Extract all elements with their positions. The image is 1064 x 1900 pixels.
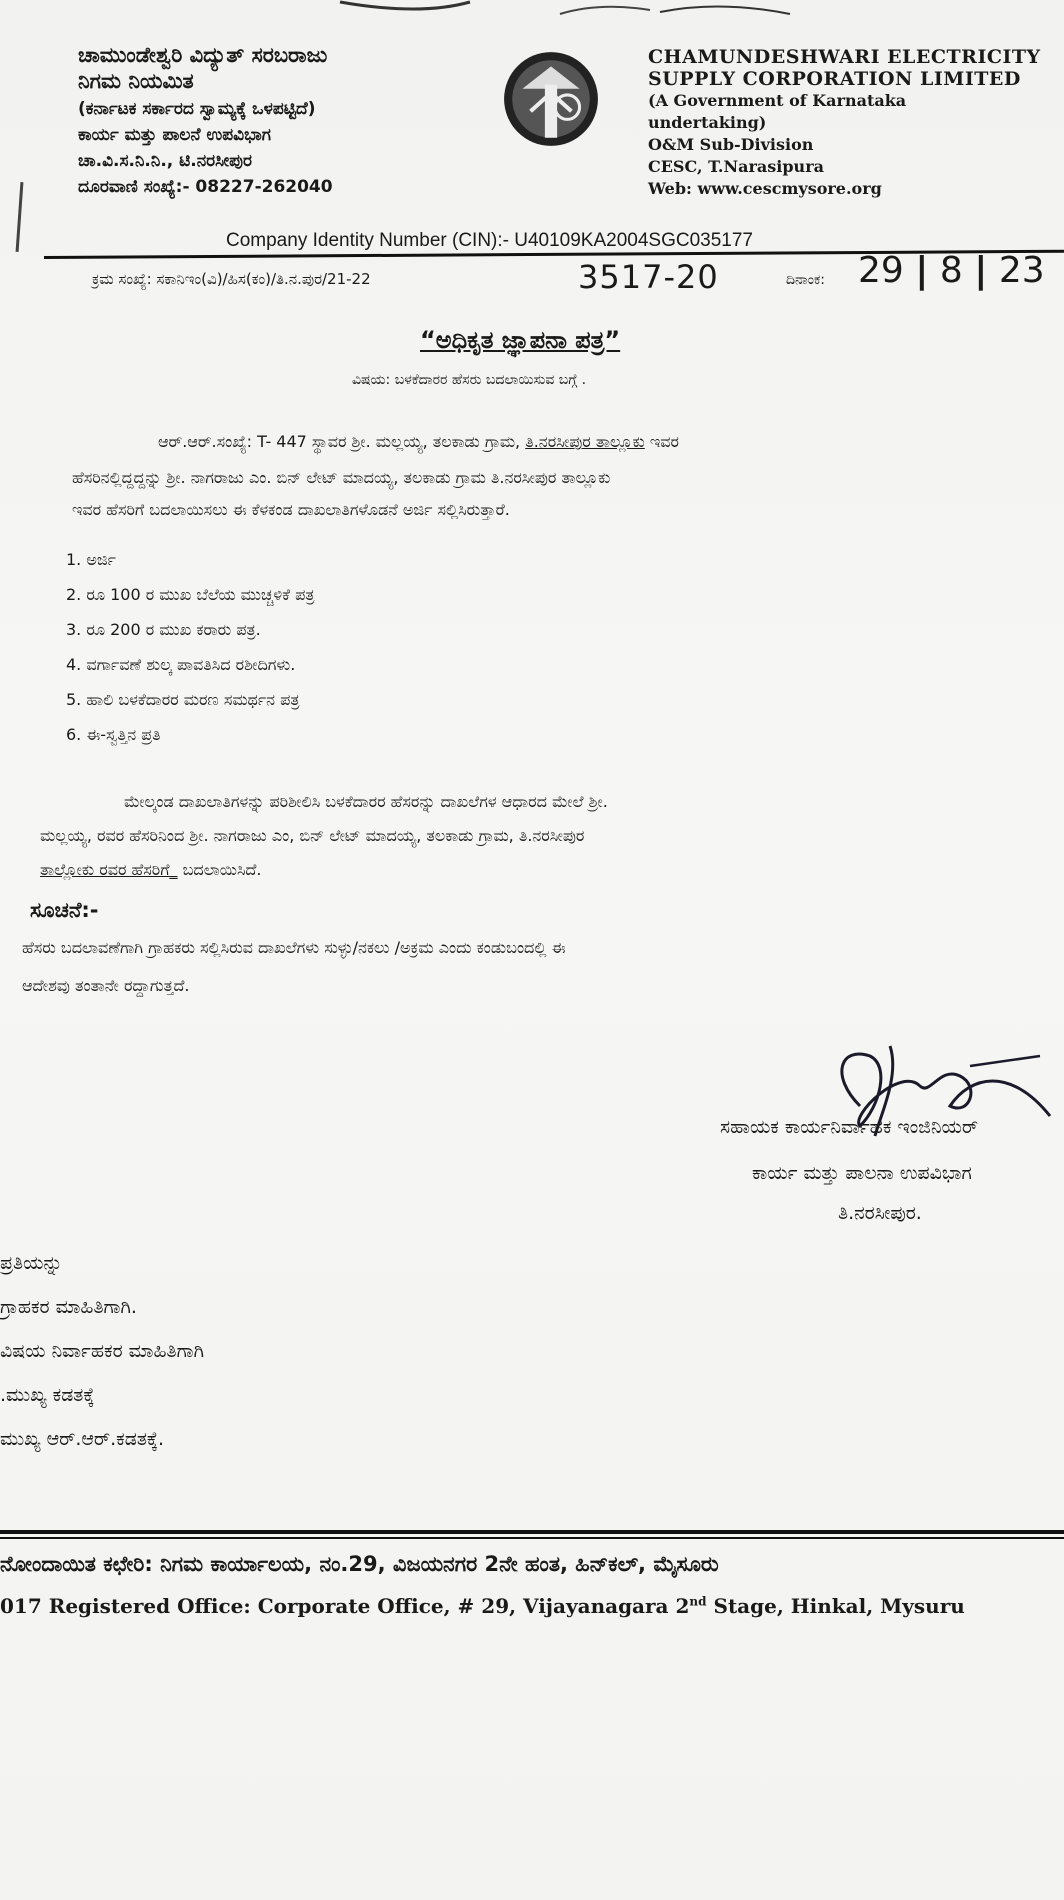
note-line2: ಆದೇಶವು ತಂತಾನೇ ರದ್ದಾಗುತ್ತದೆ. <box>22 976 190 995</box>
kn-govt-note: (ಕರ್ನಾಟಕ ಸರ್ಕಾರದ ಸ್ವಾಮ್ಯಕ್ಕೆ ಒಳಪಟ್ಟಿದೆ) <box>78 99 316 119</box>
en-company-name-line2: SUPPLY CORPORATION LIMITED <box>648 68 1021 90</box>
copy-to-heading: ಪ್ರತಿಯನ್ನು <box>0 1252 63 1274</box>
list-item: 3. ರೂ 200 ರ ಮುಖ ಕರಾರು ಪತ್ರ. <box>66 620 261 639</box>
kn-office: ಚಾ.ವಿ.ಸ.ನಿ.ನಿ., ಟಿ.ನರಸೀಪುರ <box>78 151 252 171</box>
en-subdivision: O&M Sub-Division <box>648 135 814 154</box>
note-heading: ಸೂಚನೆ:- <box>30 898 99 922</box>
en-website: Web: www.cescmysore.org <box>648 179 882 198</box>
list-item: 5. ಹಾಲಿ ಬಳಕೆದಾರರ ಮರಣ ಸಮರ್ಥನ ಪತ್ರ <box>66 690 300 709</box>
reference-number-handwritten: 3517-20 <box>578 258 719 296</box>
documents-list <box>66 542 314 752</box>
para1-line1-tail: ಇವರ <box>644 432 679 451</box>
footer-registered-office-english <box>0 1594 965 1618</box>
cin-number: Company Identity Number (CIN):- U40109KA2004SGC035177 <box>226 230 753 251</box>
para2-line3 <box>40 860 262 880</box>
en-company-name-line1: CHAMUNDESHWARI ELECTRICITY <box>648 46 1041 68</box>
memo-subject: ವಿಷಯ: ಬಳಕೆದಾರರ ಹೆಸರು ಬದಲಾಯಿಸುವ ಬಗ್ಗೆ . <box>352 372 587 388</box>
list-item: 4. ವರ್ಗಾವಣೆ ಶುಲ್ಕ ಪಾವತಿಸಿದ ರಶೀದಿಗಳು. <box>66 655 296 674</box>
footer-rule-thick <box>0 1530 1064 1534</box>
footer-en-text: 017 Registered Office: Corporate Office, # 29, Vijayanagara 2 <box>0 1594 690 1618</box>
memo-title: “ಅಧಿಕೃತ ಜ್ಞಾಪನಾ ಪತ್ರ” <box>420 326 621 354</box>
signatory-place: ತಿ.ನರಸೀಪುರ. <box>838 1202 922 1224</box>
para1-taluk-underlined: ತಿ.ನರಸೀಪುರ ತಾಲ್ಲೂಕು <box>525 432 645 451</box>
para1-line1 <box>158 432 679 452</box>
footer-en-sup: nd <box>689 1594 707 1609</box>
margin-mark <box>16 182 24 252</box>
signatory-office: ಕಾರ್ಯ ಮತ್ತು ಪಾಲನಾ ಉಪವಿಭಾಗ <box>752 1162 972 1184</box>
en-govt-note-line2: undertaking) <box>648 113 767 132</box>
list-item: 1. ಅರ್ಜಿ <box>66 550 116 569</box>
date-month: 8 <box>939 250 963 291</box>
para1-line1-text: ಆರ್.ಆರ್.ಸಂಖ್ಯೆ: T- 447 ಸ್ಥಾವರ ಶ್ರೀ. ಮಲ್ಲಯ್ಯ, ತಲಕಾಡು ಗ್ರಾಮ, <box>158 432 526 451</box>
kn-company-name-line1: ಚಾಮುಂಡೇಶ್ವರಿ ವಿದ್ಯುತ್ ಸರಬರಾಜು <box>78 43 328 67</box>
kannada-letterhead <box>78 42 333 200</box>
para2-line1: ಮೇಲ್ಕಂಡ ದಾಖಲಾತಿಗಳನ್ನು ಪರಿಶೀಲಿಸಿ ಬಳಕೆದಾರರ ಹೆಸರನ್ನು ದಾಖಲೆಗಳ ಆಧಾರದ ಮೇಲೆ ಶ್ರೀ. <box>124 792 608 811</box>
cesc-logo-icon <box>500 48 602 150</box>
en-govt-note-line1: (A Government of Karnataka <box>648 91 907 110</box>
para2-line2: ಮಲ್ಲಯ್ಯ, ರವರ ಹೆಸರಿನಿಂದ ಶ್ರೀ. ನಾಗರಾಜು ಎಂ, ಬಿನ್ ಲೇಟ್ ಮಾದಯ್ಯ, ತಲಕಾಡು ಗ್ರಾಮ, ತಿ.ನರಸೀಪುರ <box>40 826 585 845</box>
para2-line3-tail: ಬದಲಾಯಿಸಿದೆ. <box>177 860 262 879</box>
footer-rule-thin <box>0 1537 1064 1539</box>
en-office: CESC, T.Narasipura <box>648 157 824 176</box>
copy-to-item: ವಿಷಯ ನಿರ್ವಾಹಕರ ಮಾಹಿತಿಗಾಗಿ <box>0 1340 204 1362</box>
date-handwritten: 29 | 8 | 23 <box>858 250 1045 291</box>
para2-taluk-underlined: ತಾಲ್ಲೋಕು ರವರ ಹೆಸರಿಗೆ_ <box>40 860 178 879</box>
reference-number-label: ಕ್ರಮ ಸಂಖ್ಯೆ: ಸಕಾನಿಇಂ(ವಿ)/ಹಿಸ(ಕಂ)/ತಿ.ನ.ಪುರ/21-22 <box>92 270 371 288</box>
footer-registered-office-kannada: ನೋಂದಾಯಿತ ಕಛೇರಿ: ನಿಗಮ ಕಾರ್ಯಾಲಯ, ನಂ.29, ವಿಜಯನಗರ 2ನೇ ಹಂತ, ಹಿನ್‌ಕಲ್, ಮೈಸೂರು <box>0 1552 719 1576</box>
copy-to-item: ಮುಖ್ಯ ಆರ್.ಆರ್.ಕಡತಕ್ಕೆ. <box>0 1428 165 1450</box>
list-item: 6. ಈ-ಸ್ವತ್ತಿನ ಪ್ರತಿ <box>66 725 161 744</box>
kn-subdivision: ಕಾರ್ಯ ಮತ್ತು ಪಾಲನೆ ಉಪವಿಭಾಗ <box>78 125 271 145</box>
date-label: ದಿನಾಂಕ: <box>786 272 825 288</box>
note-line1: ಹೆಸರು ಬದಲಾವಣೆಗಾಗಿ ಗ್ರಾಹಕರು ಸಲ್ಲಿಸಿರುವ ದಾಖಲೆಗಳು ಸುಳ್ಳು/ನಕಲು /ಅಕ್ರಮ ಎಂದು ಕಂಡುಬಂದಲ್ಲಿ ಈ <box>22 938 566 957</box>
footer-en-tail: Stage, Hinkal, Mysuru <box>706 1594 965 1618</box>
copy-to-item: ಗ್ರಾಹಕರ ಮಾಹಿತಿಗಾಗಿ. <box>0 1296 137 1318</box>
copy-to-item: .ಮುಖ್ಯ ಕಡತಕ್ಕೆ <box>0 1384 95 1406</box>
top-edge-scribbles <box>0 0 1064 20</box>
signatory-designation: ಸಹಾಯಕ ಕಾರ್ಯನಿರ್ವಾಹಕ ಇಂಜಿನಿಯರ್ <box>720 1116 979 1138</box>
para1-line2: ಹೆಸರಿನಲ್ಲಿದ್ದದ್ದನ್ನು ಶ್ರೀ. ನಾಗರಾಜು ಎಂ. ಬಿನ್ ಲೇಟ್ ಮಾದಯ್ಯ, ತಲಕಾಡು ಗ್ರಾಮ ತಿ.ನರಸೀಪುರ ತಾಲ್ಲೂಕು <box>72 468 611 487</box>
list-item: 2. ರೂ 100 ರ ಮುಖ ಬೆಲೆಯ ಮುಚ್ಚಳಿಕೆ ಪತ್ರ <box>66 585 315 604</box>
kn-phone: ದೂರವಾಣಿ ಸಂಖ್ಯೆ:- 08227-262040 <box>78 177 333 197</box>
date-year: 23 <box>998 250 1045 291</box>
kn-company-name-line2: ನಿಗಮ ನಿಯಮಿತ <box>78 69 194 93</box>
para1-line3: ಇವರ ಹೆಸರಿಗೆ ಬದಲಾಯಿಸಲು ಈ ಕೆಳಕಂಡ ದಾಖಲಾತಿಗಳೊಡನೆ ಅರ್ಜಿ ಸಲ್ಲಿಸಿರುತ್ತಾರೆ. <box>72 500 510 519</box>
date-day: 29 <box>858 250 904 291</box>
english-letterhead <box>648 46 1064 200</box>
